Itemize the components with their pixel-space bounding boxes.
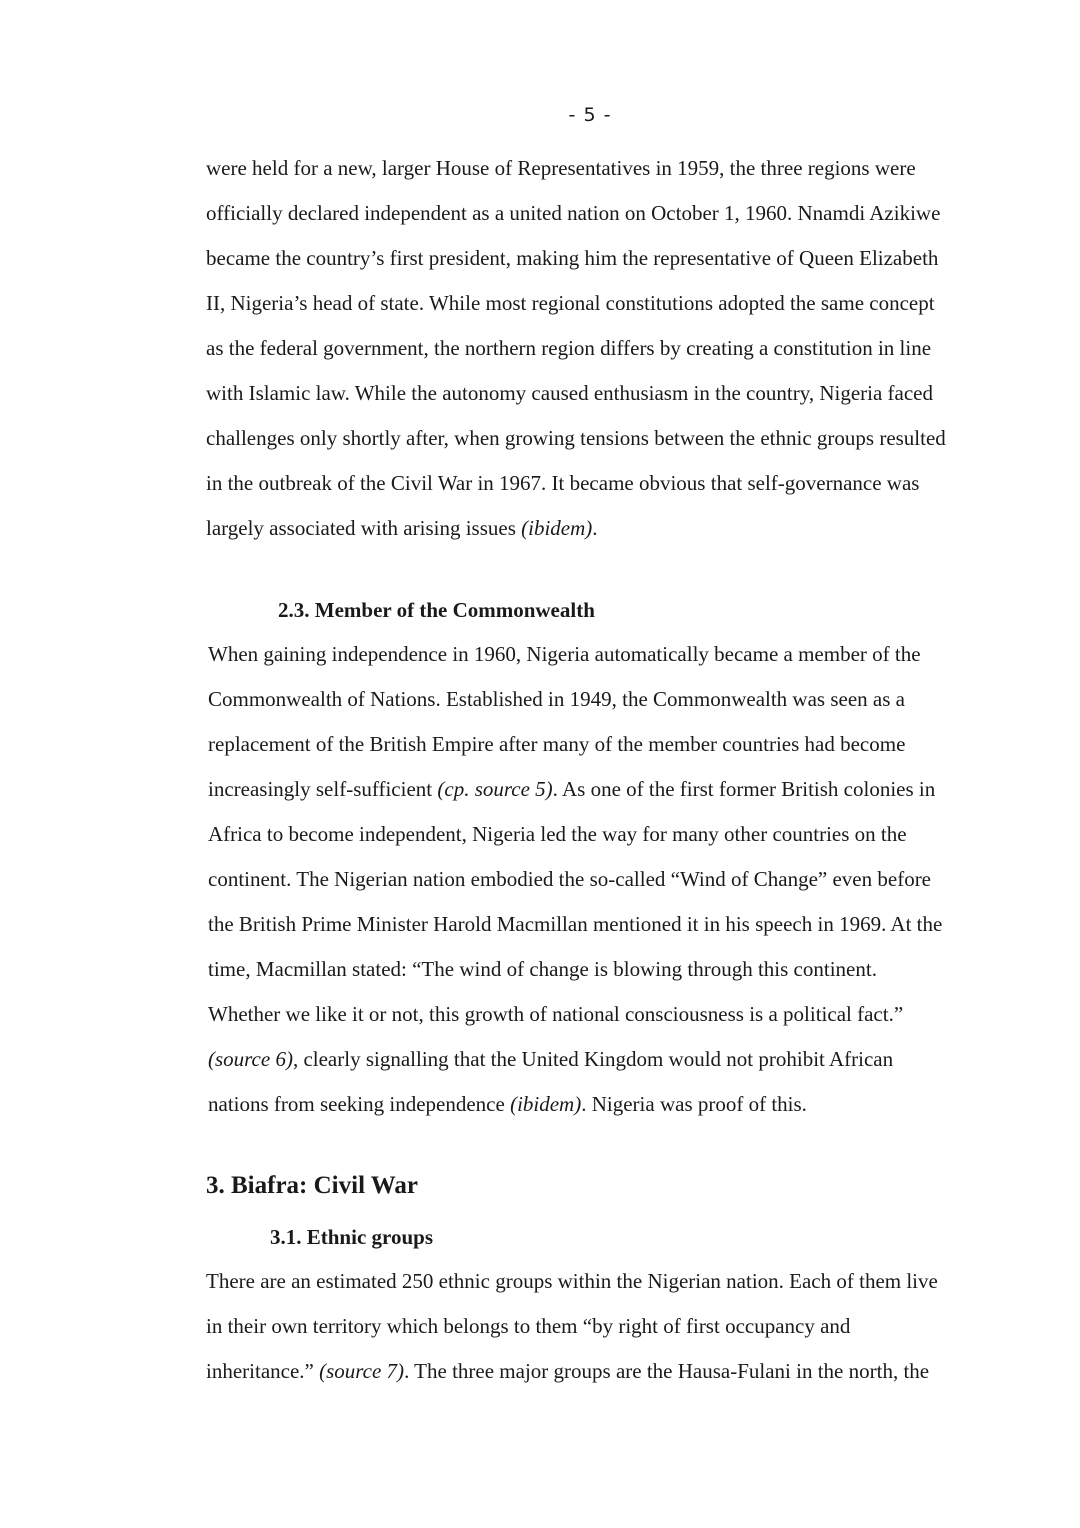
paragraph-commonwealth — [208, 632, 988, 1127]
text-line — [208, 722, 988, 767]
citation: (source 6) — [208, 1047, 293, 1071]
text-segment: challenges only shortly after, when growing tensions between the ethnic groups resulted — [206, 426, 946, 450]
text-segment: the British Prime Minister Harold Macmillan mentioned it in his speech in 1969. At the — [208, 912, 943, 936]
citation: (source 7) — [319, 1359, 405, 1383]
text-line — [206, 371, 986, 416]
text-segment: continent. The Nigerian nation embodied the so-called “Wind of Change” even before — [208, 867, 932, 891]
text-line — [206, 1349, 986, 1394]
text-segment: replacement of the British Empire after many of the member countries had become — [208, 732, 906, 756]
paragraph-intro — [206, 146, 986, 551]
text-line — [208, 812, 988, 857]
text-line — [208, 902, 988, 947]
text-segment: . — [592, 516, 598, 540]
text-line — [208, 767, 988, 812]
text-line — [208, 992, 988, 1037]
text-segment: When gaining independence in 1960, Nigeria automatically became a member of the — [208, 642, 921, 666]
text-line — [208, 1082, 988, 1127]
text-line — [208, 857, 988, 902]
text-segment: . Nigeria was proof of this. — [581, 1092, 807, 1116]
text-segment: inheritance.” — [206, 1359, 320, 1383]
text-segment: became the country’s first president, making him the representative of Queen Elizabeth — [206, 246, 939, 270]
text-segment: . The three major groups are the Hausa-Fulani in the north, the — [404, 1359, 930, 1383]
text-line — [206, 236, 986, 281]
paragraph-ethnic-groups — [206, 1259, 986, 1394]
text-segment: in the outbreak of the Civil War in 1967. It became obvious that self-governance was — [206, 471, 920, 495]
text-segment: Commonwealth of Nations. Established in 1949, the Commonwealth was seen as a — [208, 687, 905, 711]
text-line — [206, 326, 986, 371]
heading-biafra-civil-war: 3. Biafra: Civil War — [206, 1172, 419, 1199]
text-line — [206, 1304, 986, 1349]
text-segment: , clearly signalling that the United Kingdom would not prohibit African — [292, 1047, 894, 1071]
text-line — [208, 1037, 988, 1082]
text-segment: were held for a new, larger House of Representatives in 1959, the three regions were — [206, 156, 916, 180]
text-segment: nations from seeking independence — [208, 1092, 511, 1116]
text-line — [206, 191, 986, 236]
text-segment: Africa to become independent, Nigeria led the way for many other countries on the — [208, 822, 907, 846]
text-segment: officially declared independent as a united nation on October 1, 1960. Nnamdi Azikiwe — [206, 201, 941, 225]
heading-ethnic-groups: 3.1. Ethnic groups — [270, 1225, 433, 1249]
text-line — [206, 461, 986, 506]
text-segment: with Islamic law. While the autonomy caused enthusiasm in the country, Nigeria faced — [206, 381, 934, 405]
page-number: - 5 - — [568, 104, 612, 126]
text-segment: . As one of the first former British colonies in — [552, 777, 936, 801]
text-line — [206, 281, 986, 326]
text-line — [206, 416, 986, 461]
text-segment: as the federal government, the northern region differs by creating a constitution in line — [206, 336, 932, 360]
citation: (ibidem) — [510, 1092, 582, 1116]
citation: (ibidem) — [521, 516, 593, 540]
text-segment: in their own territory which belongs to them “by right of first occupancy and — [206, 1314, 851, 1338]
text-line — [206, 146, 986, 191]
heading-member-of-commonwealth: 2.3. Member of the Commonwealth — [278, 598, 595, 622]
citation: (cp. source 5) — [437, 777, 553, 801]
text-segment: increasingly self-sufficient — [208, 777, 438, 801]
text-line — [206, 1259, 986, 1304]
text-segment: There are an estimated 250 ethnic groups within the Nigerian nation. Each of them live — [206, 1269, 938, 1293]
text-line — [208, 947, 988, 992]
text-segment: largely associated with arising issues — [206, 516, 522, 540]
text-line — [208, 632, 988, 677]
text-line — [208, 677, 988, 722]
text-segment: II, Nigeria’s head of state. While most regional constitutions adopted the same concept — [206, 291, 935, 315]
text-segment: time, Macmillan stated: “The wind of change is blowing through this continent. — [208, 957, 877, 981]
text-segment: Whether we like it or not, this growth of national consciousness is a political fact.” — [208, 1002, 904, 1026]
text-line — [206, 506, 986, 551]
